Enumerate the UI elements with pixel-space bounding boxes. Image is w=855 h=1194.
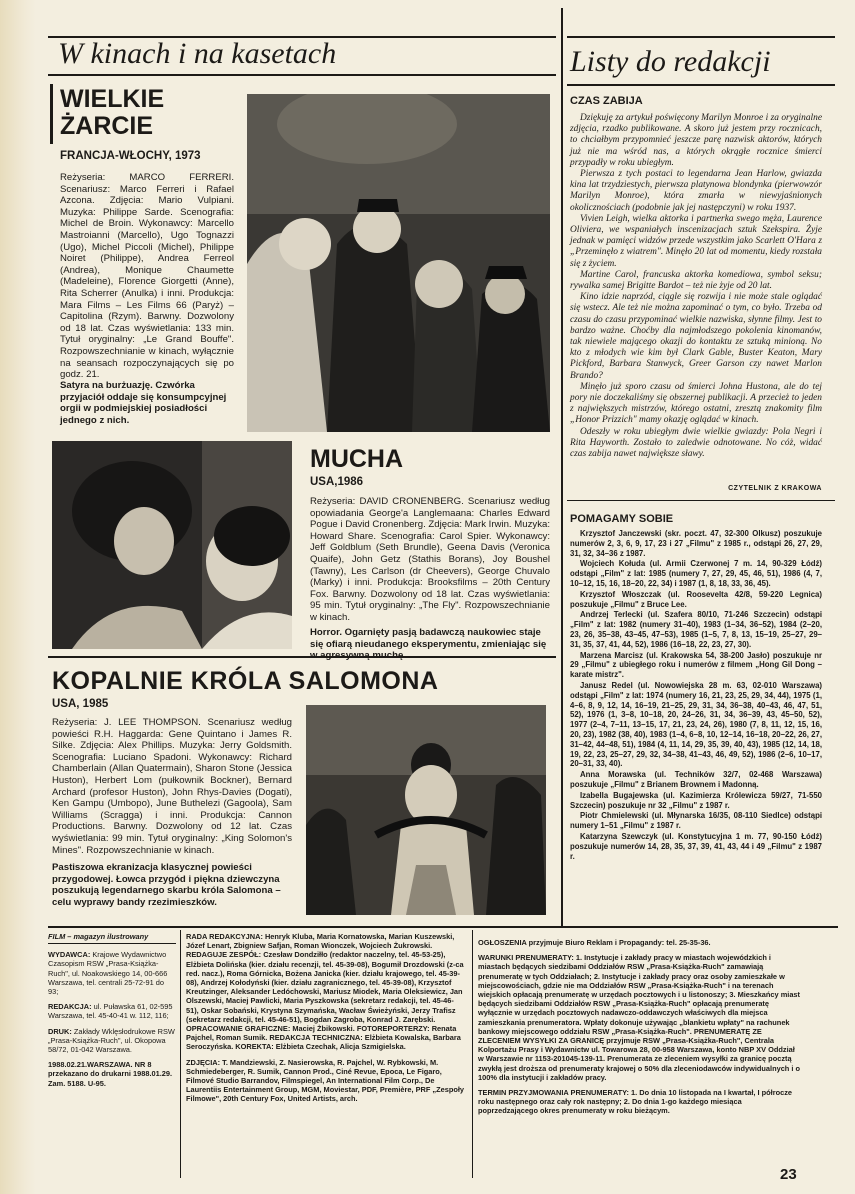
list-item: Andrzej Terlecki (ul. Szafera 80/10, 71-246 Szczecin) odstąpi „Film" z lat: 1982 (numery 31–40), 1983 (1–34, 36–52), 1984 (2–20, 23, 26, 35–38, 43–45, 47–53), 1985 (1–5, 7, 8, 13, 15–19, 25–27, 29–31, 35, 37, 41, 44, 52), 1986 (16–18, 22, 23, 27, 30). (570, 610, 822, 649)
ads-info: OGŁOSZENIA przyjmuje Biuro Reklam i Propagandy: tel. 25-35-36. (478, 938, 711, 947)
page-number: 23 (780, 1166, 797, 1183)
top-rule-right (567, 36, 835, 38)
letters-heading: CZAS ZABIJA (570, 95, 643, 107)
film2-blurb: Horror. Ogarnięty pasją badawczą naukowiec staje się ofiarą nieudanego eksperymentu, zmieniając się (310, 627, 547, 650)
letter-paragraph: Minęło już sporo czasu od śmierci Johna Hustona, ale do tej pory nie doczekaliśmy się obszernej publikacji. A przecież to jeden z największych mistrzów, którego ostatni, zresztą znakomity film „Honor Prizzich" mamy okazję oglądać w kinach. (570, 381, 822, 426)
film2-credits: Reżyseria: DAVID CRONENBERG. Scenariusz według opowiadania George'a Langlemaana: Charles Edward Pogue i David Cronenberg. Zdjęcia: Mark Irwin. Muzyka: Howard Share. Scenografia: Carol Spier. Wykonawcy: Jeff Goldblum (Seth Brundle), Geena Davis (Veronica Quaife), John Getz (Stathis Borans), Joy Boushel (Tawny), Les Carlson (dr Cheevers), George Chuvalo (Marky) i inni. Produkcja: Brooksfilms – 20th Century Fox. Barwny. Dozwolony od 18 lat. Czas wyświetlania: 95 min. Tytuł oryginalny: „The Fly". Rozpowszechnianie w kinach. (310, 496, 550, 623)
film3-credits: Reżyseria: J. LEE THOMPSON. Scenariusz według powieści R.H. Haggarda: Gene Quintano i James R. Silke. Zdjęcia: Alex Phillips. Muzyka: Jerry Goldsmith. Scenografia: Luciano Spadoni. Wykonawcy: Richard Chamberlain (Allan Quatermain), Sharon Stone (Jessica Huston), Herbert Lom (pułkownik Bockner), Bernard Archard (profesor Huston), John Rhys-Davies (Dogati), Ken Gampu (Umbopo), June Buthelezi (Gagoola), Sam Williams (Scragga) i inni. Produkcja: Cannon Productions. Barwny. Dozwolony od 12 lat. Czas wyświetlania: 99 min. Tytuł oryginalny: „King Solomon's Mines". Rozpowszechnianie w kinach. (52, 717, 292, 856)
print-info: DRUK: Zakłady Wklęsłodrukowe RSW „Prasa-Książka-Ruch", ul. Okopowa 58/72, 01-042 Warszawa. (48, 1026, 175, 1055)
page-binding-edge (0, 0, 36, 1194)
list-item: Piotr Chmielewski (ul. Młynarska 16/35, 08-110 Siedlce) odstąpi numery 1–51 „Filmu" z 1987 r. (570, 811, 822, 831)
letter-paragraph: Pierwsza z tych postaci to legendarna Jean Harlow, gwiazda kina lat trzydziestych, pierwsza platynowa blondynka (pierwowzór Marilyn Monroe), która zmarła w niewyjaśnionych okolicznościach (podobnie jak jej następczyni) w roku 1937. (570, 169, 822, 213)
list-item: Janusz Redel (ul. Nowowiejska 28 m. 63, 02-010 Warszawa) odstąpi „Film" z lat: 1974 (numery 16, 21, 23, 25, 29, 34, 44), 1975 (1, 4–6, 8, 9, 12, 14, 16–19, 21–25, 29, 31, 34, 36–38, 40–43, 46, 47, 51, 52), 1976 (1, 3–8, 10–18, 20, 24–26, 31, 34, 36–39, 43, 45–50, 52), 1977 (2–4, 7–11, 13–15, 17, 21, 23, 24, 26), 1980 (7, 8, 11, 12, 15, 16, 20, 23), 1982 (38, 40), 1983 (1–4, 6–8, 10, 12–14, 16–18, 20–22, 26, 27, 31–42, 44–48, 51), 1984 (4, 11, 14, 29, 35, 39, 40, 43), 1985 (12, 14, 18, 19, 22, 23, 25–27, 29, 32, 34–38, 41–43, 46, 49, 52), 1986 (2–6, 10–17, 20–31, 33, 40). (570, 680, 822, 769)
film1-photo (247, 94, 550, 432)
editorial-board-column (186, 932, 466, 1110)
list-item: Wojciech Kołuda (ul. Armii Czerwonej 7 m. 14, 90-329 Łódź) odstąpi „Film" z lat: 1985 (numery 7, 27, 29, 45, 46, 51), 1986 (4, 7, 10–12, 15, 16, 18–20, 22, 34) i 1987 (1, 8, 18, 33, 36, 45). (570, 559, 822, 588)
letter-paragraph: Dziękuję za artykuł poświęcony Marilyn Monroe i za oryginalne zdjęcia, rzadko publikowane. A skoro już jestem przy rocznicach, to chciałbym przypomnieć jeszcze parę nazwisk aktorów, których już nie ma wśród nas, a których okrągłe rocznice śmierci przypadły w roku ubiegłym. (570, 113, 822, 168)
list-item: Anna Morawska (ul. Techników 32/7, 02-468 Warszawa) poszukuje „Filmu" z Brianem Brownem i Madonną. (570, 770, 822, 789)
subscription-column (478, 938, 802, 1122)
film3-title: KOPALNIE KRÓLA SALOMONA (52, 667, 439, 695)
film2-country: USA,1986 (310, 476, 364, 488)
list-item: Krzysztof Włoszczak (ul. Roosevelta 42/8, 59-220 Legnica) poszukuje „Filmu" z Bruce Lee. (570, 589, 822, 609)
letter-signature: CZYTELNIK Z KRAKOWA (728, 485, 822, 492)
film3-photo (306, 705, 546, 915)
left-section-title: W kinach i na kasetach (58, 37, 337, 70)
footer-top-rule (48, 926, 838, 928)
film1-country: FRANCJA-WŁOCHY, 1973 (60, 150, 201, 162)
film3-title-rule (48, 656, 556, 658)
column-divider (561, 8, 563, 926)
film3-blurb: Pastiszowa ekranizacja klasycznej powieści przygodowej. Łowca przygód i piękna dziewczyna poszukują legendarnego skarbu króla Salomona – celu wyprawy bandy rzezimieszków. (52, 862, 281, 908)
film1-credits: Reżyseria: MARCO FERRERI. Scenariusz: Marco Ferreri i Rafael Azcona. Zdjęcia: Mario Vulpiani. Muzyka: Philippe Sarde. Scenografia: Michel de Broin. Wykonawcy: Marcello Mastroianni (Marcello), Ugo Tognazzi (Ugo), Michel Piccoli (Michel), Philippe Noiret (Philippe), Andrea Ferreol (Andrea), Monique Chaumette (Madeleine), Florence Giorgetti (Anne), Rita Scherrer (Anulka) i inni. Produkcja: Mara Films – Les Films 66 (Paryż) – Capitolina (Rzym). Barwny. Dozwolony od 18 lat. Czas wyświetlania: 133 min. Tytuł oryginalny: „Le Grand Bouffe". Rozpowszechnianie w kinach, wyłącznie na seansach rozpoczynających się po godz. 21. (60, 172, 234, 381)
letters-body (570, 113, 822, 460)
film1-title-bar (50, 84, 53, 144)
right-section-rule (567, 84, 835, 86)
list-item: Marzena Marcisz (ul. Krakowska 54, 38-200 Jasło) poszukuje nr 29 „Filmu" z ubiegłego roku i numerów z filmem „Hong Gil Dong – karate mistrz". (570, 650, 822, 680)
pomagamy-heading: POMAGAMY SOBIE (570, 513, 674, 525)
list-item: Katarzyna Szewczyk (ul. Konstytucyjna 1 m. 77, 90-150 Łódź) poszukuje numerów 14, 28, 35, 37, 39, 41, 43, 44 i 49 „Filmu" z 1987 r. (570, 831, 822, 861)
letter-paragraph: Vivien Leigh, wielka aktorka i partnerka swego męża, Laurence Oliviera, we wspaniałych inscenizacjach sztuk Szekspira. Żyje jednak w pamięci widzów przede wszystkim jako Scarlett O'Hara z „Przeminęło z wiatrem". Minęło 20 lat od momentu, kiedy rozstała się z życiem. (570, 213, 822, 269)
masthead-column (48, 932, 176, 1094)
letters-end-rule (567, 500, 835, 501)
film2-photo (52, 441, 292, 649)
film2-title: MUCHA (310, 445, 404, 473)
list-item: Izabella Bugajewska (ul. Kazimierza Królewicza 59/27, 71-550 Szczecin) poszukuje nr 32 „Filmu" z 1987 r. (570, 790, 822, 810)
film1-blurb: Satyra na burżuazję. Czwórka przyjaciół oddaje się konsumpcyjnej orgii w podmiejskiej posiadłości jednego z nich. (60, 380, 227, 426)
publisher-info: WYDAWCA: Krajowe Wydawnictwo Czasopism RSW „Prasa-Książka-Ruch", ul. Noakowskiego 14, 00-666 Warszawa, tel. centrali 25-72-91 do 93; (48, 950, 168, 997)
photo-credits: ZDJĘCIA: T. Mandziewski, Z. Nasierowska, R. Pajchel, W. Rybkowski, M. Schmiedeberger, R. Sumik, Cannon Prod., Ciné Revue, Epoca, Le Figaro, Filmové Studio Barrandov, Filmspiegel, An International Film Corp., De Laurentiis Entertainment Group, MGM, Moviestar, PDF, Première, PRF „Zespoły Filmowe", 20th Century Fox, United Artists, arch. (186, 1057, 465, 1104)
subscription-deadlines: TERMIN PRZYJMOWANIA PRENUMERATY: 1. Do dnia 10 listopada na I kwartał, I półrocze roku następnego oraz cały rok następny; 2. Do dnia 1-go każdego miesiąca poprzedzającego okres prenumeraty w roku bieżącym. (478, 1088, 793, 1116)
editorial-address: REDAKCJA: ul. Puławska 61, 02-595 Warszawa, tel. 45-40-41 w. 112, 116; (48, 1002, 173, 1021)
pomagamy-list (570, 529, 822, 862)
film1-title-line1: WIELKIE (60, 85, 165, 113)
letter-paragraph: Odeszły w roku ubiegłym dwie wielkie gwiazdy: Pola Negri i Rita Hayworth. Zostało to zaledwie odnotowane. No cóż, widać czas zabija nawet największe sławy. (570, 426, 822, 460)
letter-paragraph: Kino idzie naprzód, ciągle się rozwija i nie może stale oglądać się wstecz. Ale też nie można zapominać o tym, co było. Trzeba od czasu do czasu przypominać wielkie nazwiska, słynne filmy. Jest to bardzo ważne. Choćby dla najmłodszego pokolenia kinomanów, tak niewiele mającego okazji do kontaktu ze sztuką minioną. No kto z młodych wie kim był Clark Gable, Buster Keaton, Mary Pickford, Barbara Stanwyck, Greer Garson czy nawet Marlon Brando? (570, 292, 822, 381)
subscription-terms: WARUNKI PRENUMERATY: 1. Instytucje i zakłady pracy w miastach wojewódzkich i miastach będących siedzibami Oddziałów RSW „Prasa-Książka-Ruch" zamawiają prenumeratę w tych Oddziałach; 2. Instytucje i zakłady pracy oraz osoby zamieszkałe w miejscowościach, gdzie nie ma Oddziałów RSW „Prasa-Książka-Ruch" i na terenach wiejskich opłacają prenumeratę w urzędach pocztowych i u listonoszy; 3. Mieszkańcy miast będących siedzibami Oddziałów RSW „Prasa-Książka-Ruch" opłacają prenumeratę wyłącznie w urzędach pocztowych nadawczo-oddawczych właściwych dla miejsca zamieszkania prenumeratora. Wpłaty dokonuje używając „blankietu wpłaty" na rachunek bankowy miejscowego oddziału RSW „Prasa-Książka-Ruch". PRENUMERATĘ ZE ZLECENIEM WYSYŁKI ZA GRANICĘ przyjmuje RSW „Prasa-Książka-Ruch", Centrala Kolportażu Prasy i Wydawnictw ul. Towarowa 28, 00-958 Warszawa, konto NBP XV Oddział w Warszawie nr 1153-201045-139-11. Prenumerata ze zleceniem wysyłki za granicę pocztą zwykłą jest droższa od prenumeraty krajowej o 50% dla zleceniodawców indywidualnych i o 100% dla instytucji i zakładów pracy. (478, 953, 801, 1082)
letter-paragraph: Martine Carol, francuska aktorka komediowa, symbol seksu; rywalka samej Brigitte Bardot – też nie żyje od 20 lat. (570, 269, 822, 292)
film3-country: USA, 1985 (52, 698, 109, 710)
right-section-title: Listy do redakcji (570, 45, 771, 78)
film1-title-line2: ŻARCIE (60, 112, 154, 140)
footer-divider-1 (180, 930, 181, 1178)
editorial-board: RADA REDAKCYJNA: Henryk Kluba, Maria Kornatowska, Marian Kuszewski, Józef Lenart, Zbigniew Safjan, Roman Wionczek, Wojciech Żukrowski. REDAGUJE ZESPÓŁ: Czesław Dondziłło (redaktor naczelny, tel. 45-53-25), Elżbieta Dolińska (kier. działu recenzji, tel. 45-39-08), Bogumił Drozdowski (z-ca red. nacz.), Roma Górnicka, Bożena Janicka (kier. działu krajowego, tel. 45-39-08), Andrzej Kołodyński (kier. działu zagranicznego, tel. 45-39-08), Krzysztof Kreutzinger, Aleksander Ledóchowski, Mariusz Miodek, Maria Oleksiewicz, Jan Olszewski, Maciej Pawlicki, Maria Pyszkowska (sekretarz redakcji, tel. 45-46-51), Oskar Sobański, Krystyna Szymańska, Wacław Świeżyński, Jerzy Trafisz (sekretarz redakcji, tel. 45-46-51), Bogdan Zagroba, Konrad J. Zarębski. OPRACOWANIE GRAFICZNE: Maciej Żbikowski. FOTOREPORTERZY: Renata Pajchel, Roman Sumik. REDAKCJA TECHNICZNA: Elżbieta Kowalska, Barbara Seroczyńska. KOREKTA: Elżbieta Czechak, Alicja Szmigielska. (186, 932, 464, 1052)
masthead-title: FILM – magazyn ilustrowany (48, 932, 176, 944)
issue-info: 1988.02.21.WARSZAWA. NR 8 przekazano do drukarni 1988.01.29. Zam. 5188. U-95. (48, 1060, 173, 1088)
footer-divider-2 (472, 930, 473, 1178)
left-section-rule (48, 74, 556, 76)
list-item: Krzysztof Janczewski (skr. poczt. 47, 32-300 Olkusz) poszukuje numerów 2, 3, 6, 9, 17, 23 i 27 „Filmu" z 1985 r., odstąpi 26, 27, 29, 31, 32, 34–36 z 1987. (570, 529, 822, 558)
